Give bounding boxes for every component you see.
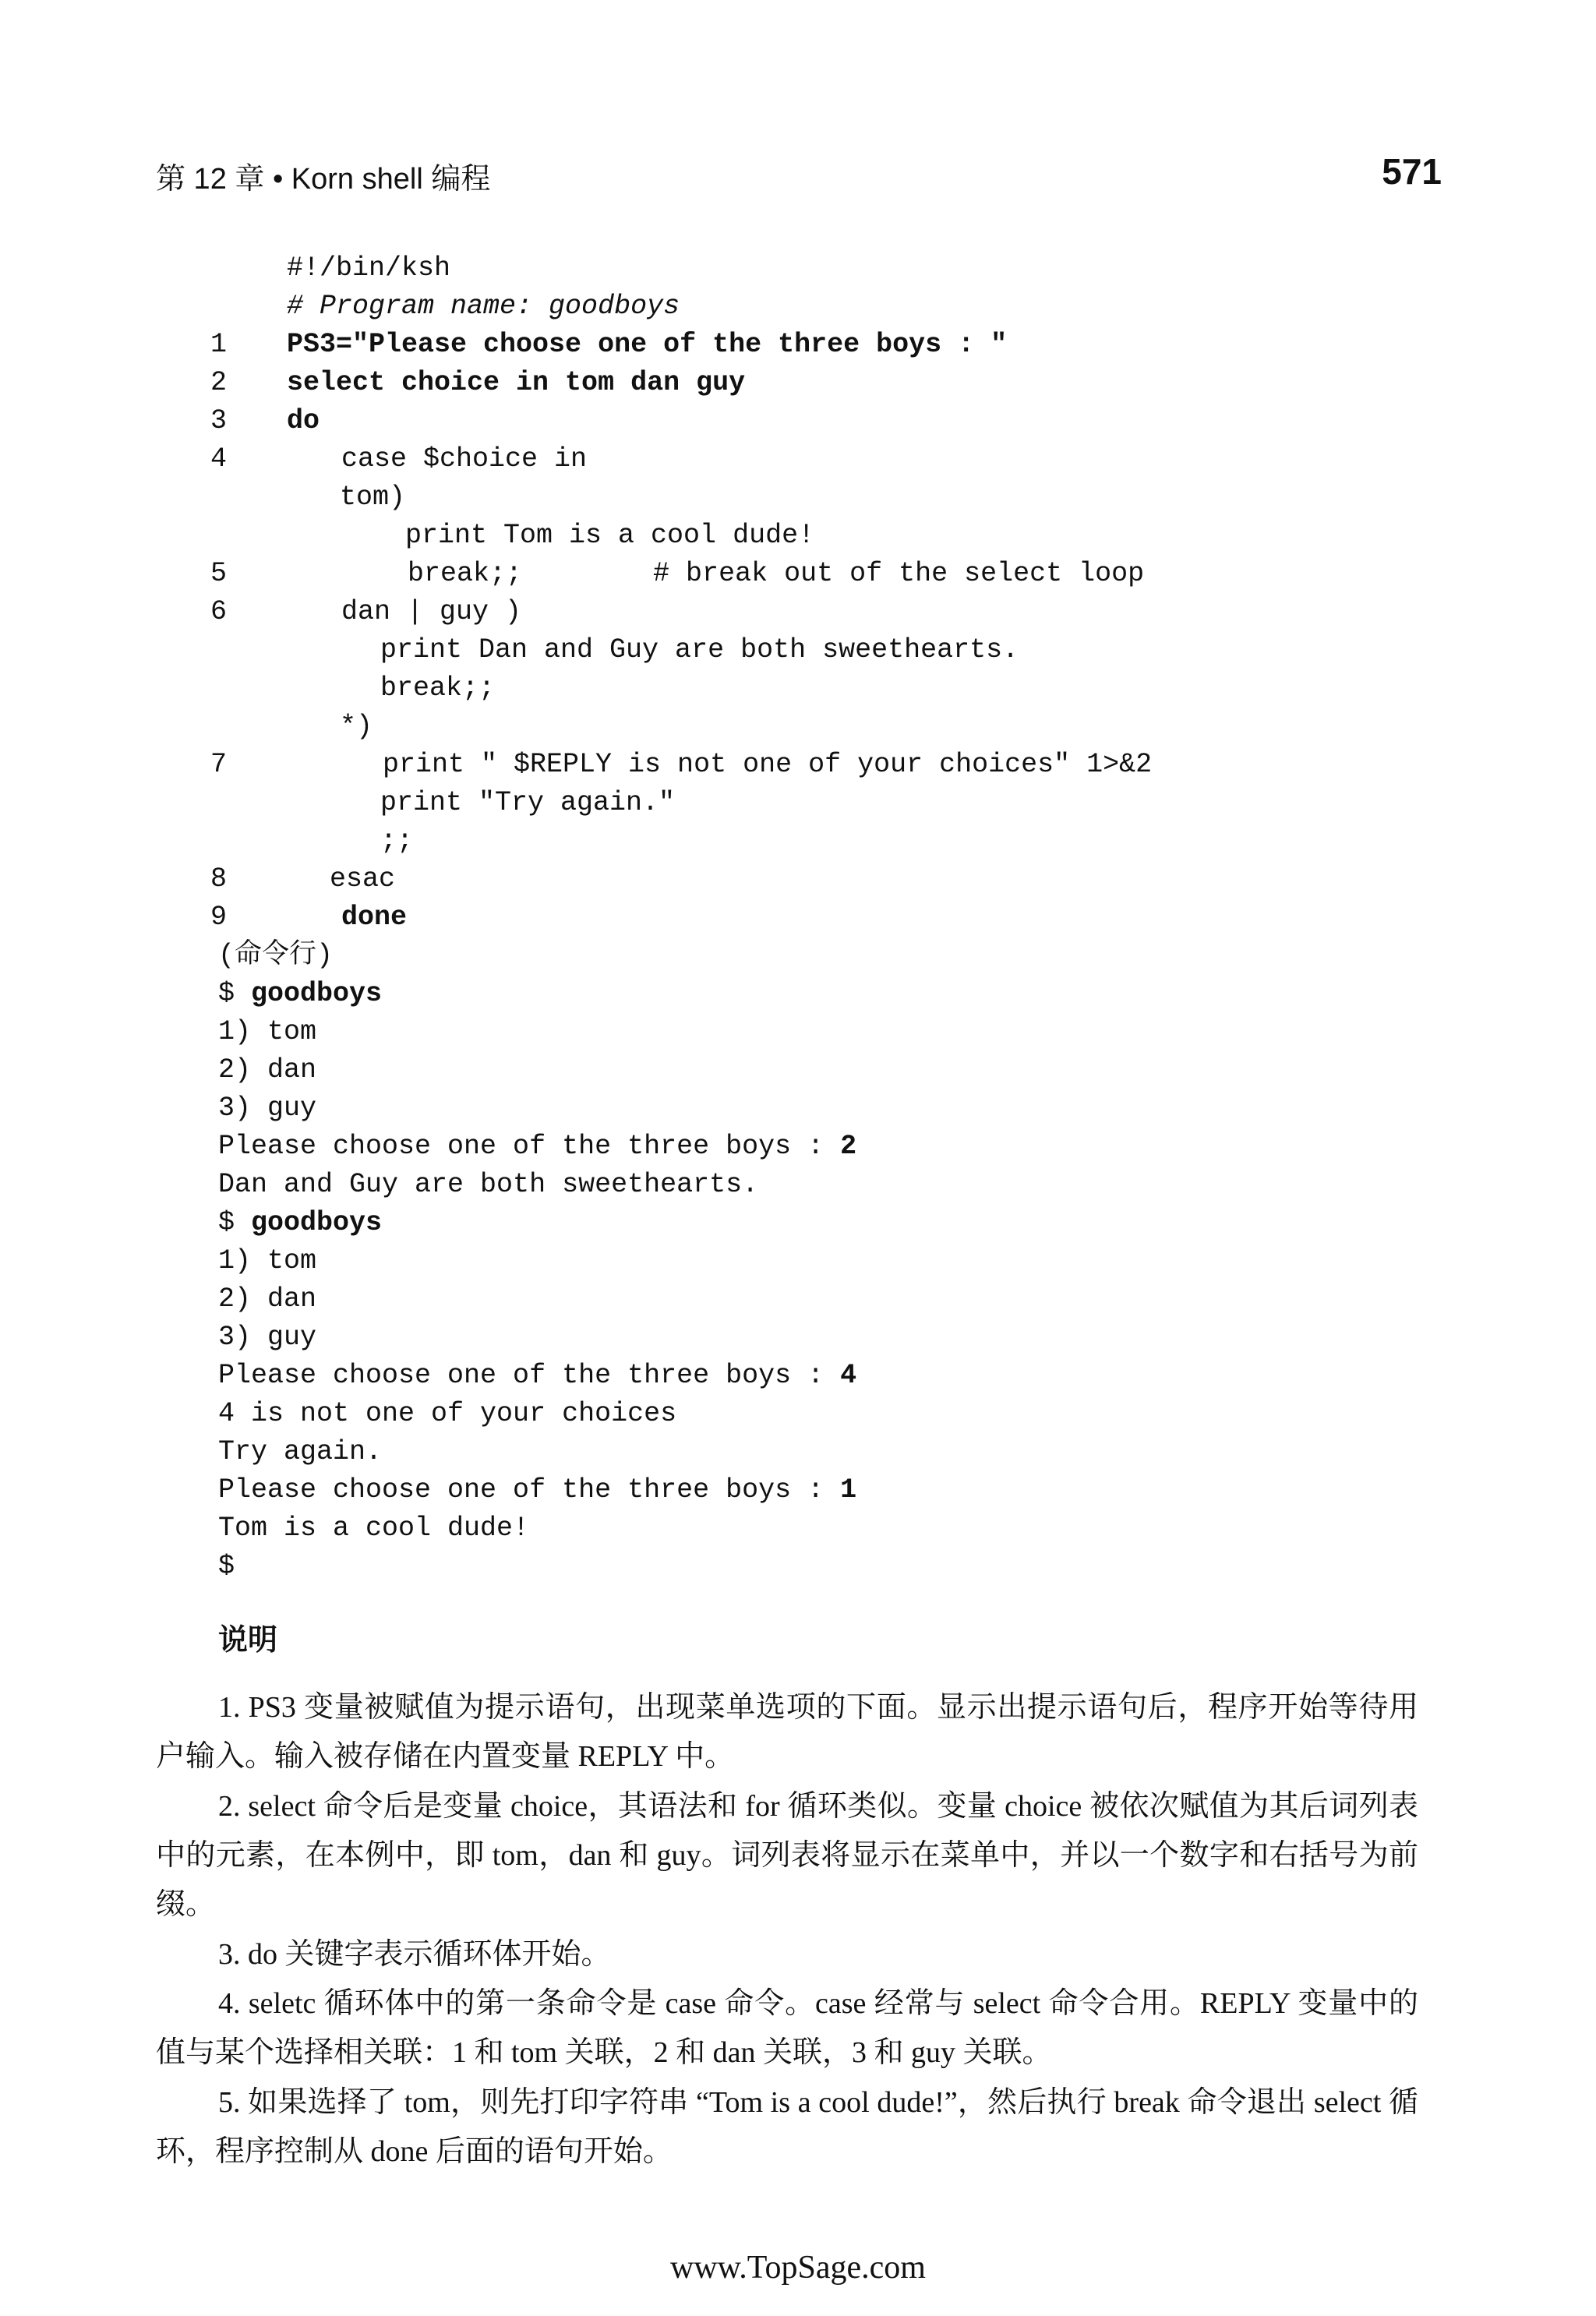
code-text: print " $REPLY is not one of your choices" 1>&2 bbox=[383, 749, 1153, 780]
code-line bbox=[210, 708, 1379, 746]
explanation-title: 说明 bbox=[218, 1624, 278, 1657]
code-line bbox=[210, 899, 1379, 937]
code-text: case $choice in bbox=[341, 443, 588, 475]
code-line bbox=[210, 440, 1379, 478]
code-text: 4 is not one of your choices bbox=[218, 1398, 677, 1429]
page-number: 571 bbox=[1382, 151, 1442, 192]
code-text: Please choose one of the three boys : 1 bbox=[218, 1474, 857, 1506]
code-text: PS3="Please choose one of the three boys : " bbox=[287, 329, 1008, 360]
code-line bbox=[210, 402, 1379, 440]
code-text: esac bbox=[330, 863, 396, 895]
code-text: $ bbox=[218, 1551, 235, 1582]
explanation-paragraph-2: 2. select 命令后是变量 choice，其语法和 for 循环类似。变量 choice 被依次赋值为其后词列表中的元素，在本例中，即 tom，dan 和 guy。词列表将显示在菜单中，并以一个数字和右括号为前缀。 bbox=[156, 1790, 1418, 1921]
line-number: 2 bbox=[210, 367, 228, 398]
code-text: print Dan and Guy are both sweethearts. bbox=[380, 634, 1019, 665]
code-line bbox=[210, 1548, 1379, 1586]
code-text: # Program name: goodboys bbox=[287, 291, 680, 322]
code-line bbox=[210, 746, 1379, 784]
code-line bbox=[210, 1204, 1379, 1242]
code-text: break;; bbox=[380, 673, 496, 704]
code-text: Dan and Guy are both sweethearts. bbox=[218, 1169, 759, 1200]
code-line bbox=[210, 1319, 1379, 1357]
code-text: done bbox=[341, 902, 408, 933]
chapter-header: 第 12 章 • Korn shell 编程 bbox=[156, 163, 491, 196]
line-number: 3 bbox=[210, 405, 228, 436]
footer-url: www.TopSage.com bbox=[670, 2250, 926, 2286]
line-number: 9 bbox=[210, 902, 228, 933]
code-line bbox=[210, 1051, 1379, 1089]
explanation-paragraph-3: 3. do 关键字表示循环体开始。 bbox=[218, 1938, 611, 1971]
code-text: (命令行) bbox=[218, 940, 334, 971]
code-text: Please choose one of the three boys : 2 bbox=[218, 1131, 857, 1162]
code-text: 3) guy bbox=[218, 1093, 317, 1124]
code-line bbox=[210, 1357, 1379, 1395]
code-line bbox=[210, 1509, 1379, 1548]
code-line bbox=[210, 364, 1379, 402]
code-line bbox=[210, 1242, 1379, 1280]
code-line bbox=[210, 860, 1379, 899]
code-text: 1) tom bbox=[218, 1016, 317, 1047]
code-line bbox=[210, 593, 1379, 631]
code-line bbox=[210, 478, 1379, 517]
code-line bbox=[210, 1433, 1379, 1471]
code-text: 2) dan bbox=[218, 1054, 317, 1086]
code-line bbox=[210, 1128, 1379, 1166]
line-number: 1 bbox=[210, 329, 228, 360]
code-line bbox=[210, 975, 1379, 1013]
code-text: Tom is a cool dude! bbox=[218, 1513, 530, 1544]
line-number: 4 bbox=[210, 443, 228, 475]
code-line bbox=[210, 784, 1379, 822]
code-line bbox=[210, 1471, 1379, 1509]
code-line bbox=[210, 1013, 1379, 1051]
code-line bbox=[210, 1166, 1379, 1204]
explanation-paragraph-4: 4. seletc 循环体中的第一条命令是 case 命令。case 经常与 select 命令合用。REPLY 变量中的值与某个选择相关联：1 和 tom 关联，2 和 dan 关联，3 和 guy 关联。 bbox=[156, 1987, 1418, 2069]
code-line bbox=[210, 822, 1379, 860]
code-text: ;; bbox=[380, 825, 414, 856]
code-text: 3) guy bbox=[218, 1322, 317, 1353]
code-text: do bbox=[287, 405, 320, 436]
code-text: print Tom is a cool dude! bbox=[405, 520, 815, 551]
code-text: Try again. bbox=[218, 1436, 383, 1467]
code-text: $ goodboys bbox=[218, 1207, 383, 1238]
code-line bbox=[210, 249, 1379, 288]
code-line bbox=[210, 937, 1379, 975]
explanation-paragraph-1: 1. PS3 变量被赋值为提示语句，出现菜单选项的下面。显示出提示语句后，程序开始等待用户输入。输入被存储在内置变量 REPLY 中。 bbox=[156, 1691, 1418, 1773]
code-text: dan | guy ) bbox=[341, 596, 522, 627]
line-number: 6 bbox=[210, 596, 228, 627]
code-line bbox=[210, 631, 1379, 669]
code-text: 2) dan bbox=[218, 1283, 317, 1315]
code-text: Please choose one of the three boys : 4 bbox=[218, 1360, 857, 1391]
code-text: 1) tom bbox=[218, 1245, 317, 1276]
code-line bbox=[210, 1280, 1379, 1319]
code-line bbox=[210, 1395, 1379, 1433]
code-text: break;; # break out of the select loop bbox=[408, 558, 1145, 589]
line-number: 7 bbox=[210, 749, 228, 780]
code-text: #!/bin/ksh bbox=[287, 252, 451, 284]
code-line bbox=[210, 288, 1379, 326]
code-text: tom) bbox=[340, 482, 406, 513]
code-text: print "Try again." bbox=[380, 787, 676, 818]
code-text: select choice in tom dan guy bbox=[287, 367, 746, 398]
code-line bbox=[210, 517, 1379, 555]
code-line bbox=[210, 1089, 1379, 1128]
explanation-paragraph-5: 5. 如果选择了 tom，则先打印字符串 “Tom is a cool dude!”，然后执行 break 命令退出 select 循环，程序控制从 done 后面的语句开始。 bbox=[156, 2086, 1418, 2168]
code-line bbox=[210, 555, 1379, 593]
line-number: 5 bbox=[210, 558, 228, 589]
code-text: $ goodboys bbox=[218, 978, 383, 1009]
code-line bbox=[210, 326, 1379, 364]
code-text: *) bbox=[340, 711, 373, 742]
code-line bbox=[210, 669, 1379, 708]
line-number: 8 bbox=[210, 863, 228, 895]
